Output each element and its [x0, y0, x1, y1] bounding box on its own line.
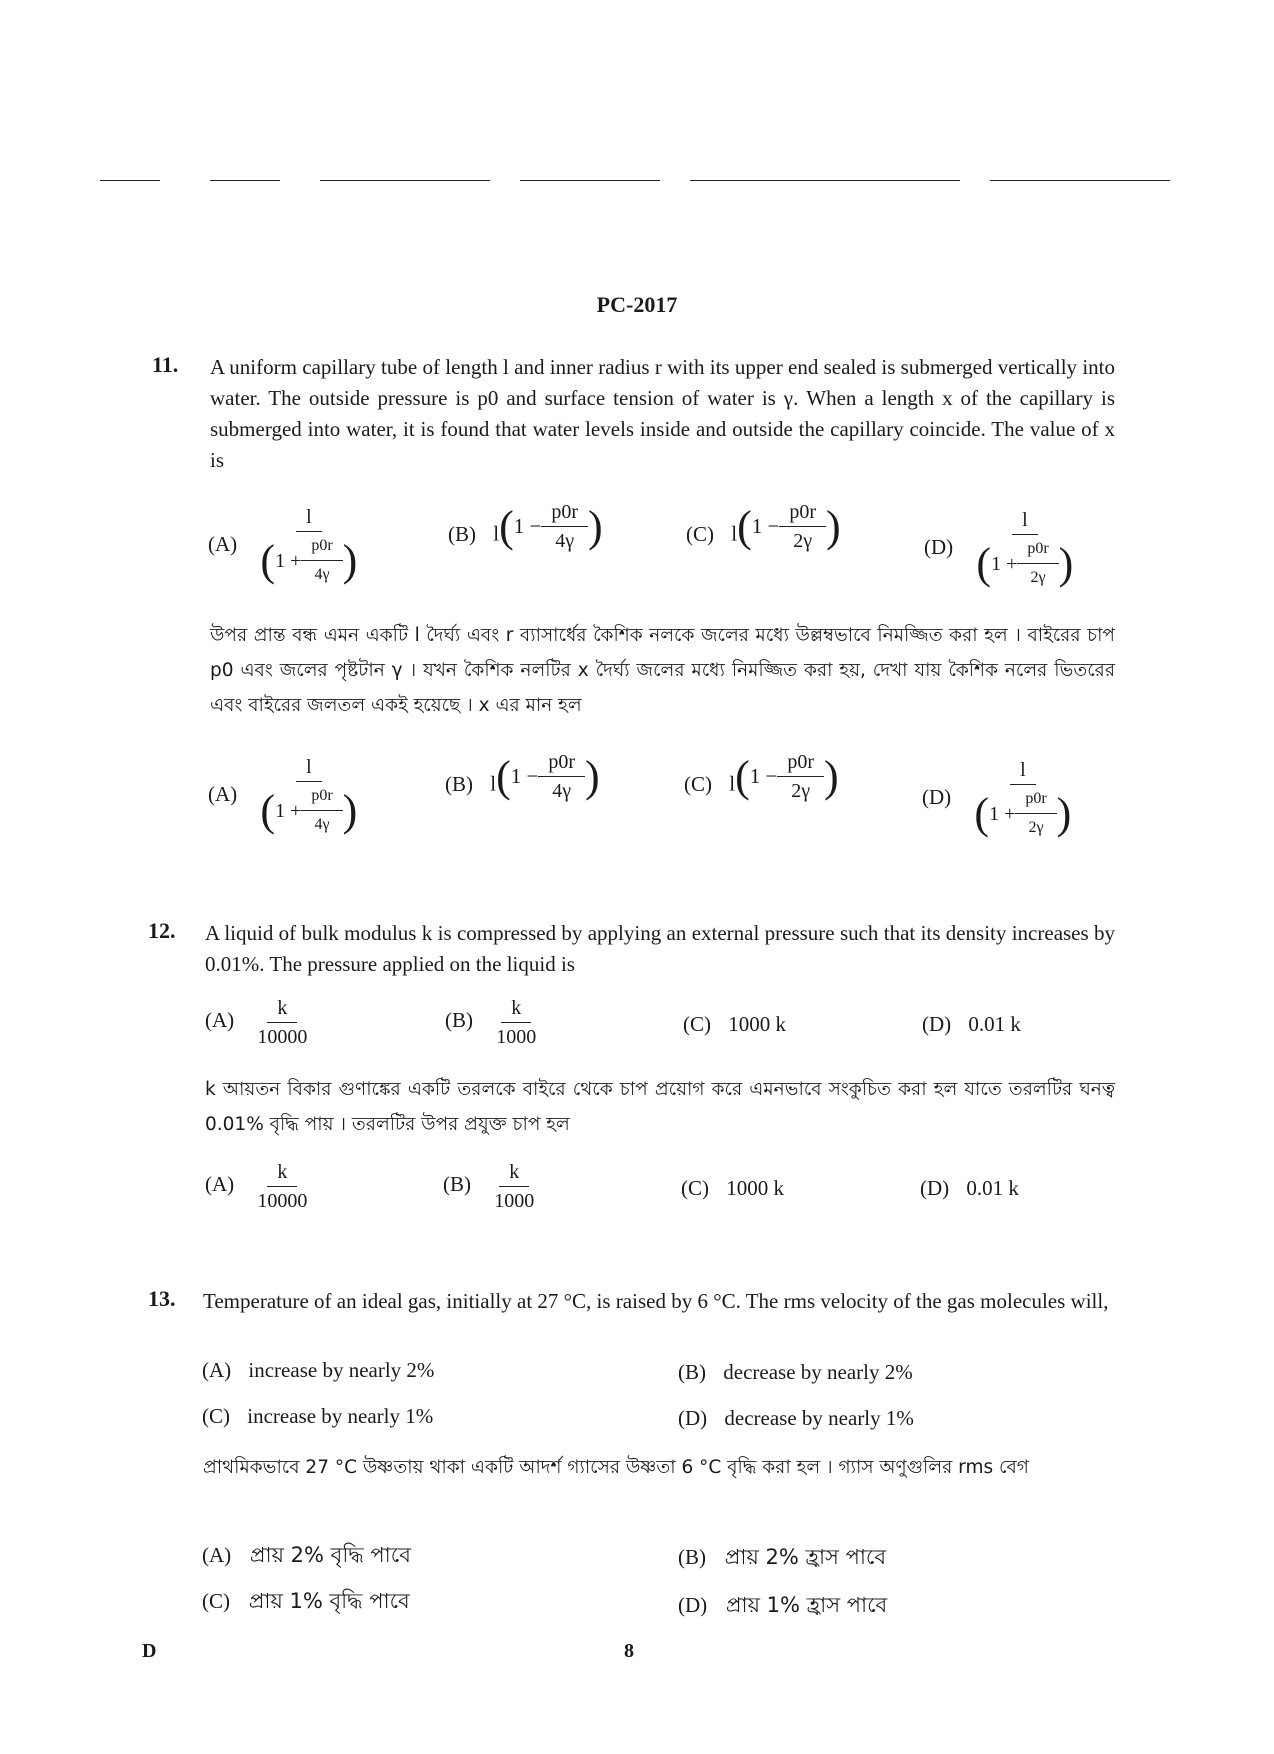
option-label: (C): [681, 1176, 709, 1200]
q13-bn-option-a[interactable]: (A) প্রায় 2% বৃদ্ধি পাবে: [202, 1538, 411, 1573]
q12-en-option-a[interactable]: (A) $\frac{k}{10000}$: [205, 997, 308, 1048]
question-11-text-en: A uniform capillary tube of length l and inner radius r with its upper end sealed is submerged vertically into water. The outside pressure is p0 and surface tension of water is γ. When a length x of the capillary is submerged into water, it is found that water levels inside and outside the capillary coincide. The value of x is: [210, 355, 1115, 472]
q13-en-option-a[interactable]: (A) increase by nearly 2%: [202, 1358, 435, 1382]
top-rule-2: [210, 180, 280, 181]
top-rule-4: [520, 180, 660, 181]
q13-bn-option-b[interactable]: (B) প্রায় 2% হ্রাস পাবে: [678, 1540, 886, 1575]
option-label: (B): [443, 1172, 471, 1197]
q12-en-option-b[interactable]: (B) $\frac{k}{1000}$: [445, 997, 537, 1048]
option-label: (C): [683, 1012, 711, 1036]
q12-en-option-c[interactable]: (C) 1000 k: [683, 1012, 786, 1036]
option-label: (A): [205, 1008, 235, 1033]
q13-en-option-d[interactable]: (D) decrease by nearly 1%: [678, 1406, 914, 1430]
option-label: (B): [678, 1545, 706, 1569]
question-12-number: 12.: [148, 918, 176, 943]
option-label: (A): [202, 1543, 232, 1567]
question-12-text-bn: k আয়তন বিকার গুণাঙ্কের একটি তরলকে বাইরে থেকে চাপ প্রয়োগ করে এমনভাবে সংকুচিত করা হল যাতে তরলটির ঘনত্ব 0.01% বৃদ্ধি পায় । তরলটির উপর প্রযুক্ত চাপ হল: [205, 1079, 1115, 1135]
option-label: (A): [205, 1172, 235, 1197]
top-rule-3: [320, 180, 490, 181]
q13-bn-option-d[interactable]: (D) প্রায় 1% হ্রাস পাবে: [678, 1588, 887, 1623]
option-label: (D): [924, 534, 954, 559]
q11-en-option-a[interactable]: (A) l ( 1 + $\frac{p0r}{4\gamma}$ ): [208, 506, 358, 585]
question-13-number: 13.: [148, 1286, 176, 1311]
page-title: PC-2017: [596, 292, 678, 317]
top-rule-1: [100, 180, 160, 181]
q13-en-option-c[interactable]: (C) increase by nearly 1%: [202, 1404, 434, 1428]
q12-bn-option-a[interactable]: (A) $\frac{k}{10000}$: [205, 1161, 308, 1212]
option-label: (C): [202, 1589, 230, 1613]
option-label: (D): [678, 1593, 708, 1617]
q12-en-option-d[interactable]: (D) 0.01 k: [922, 1012, 1021, 1036]
q12-bn-option-b[interactable]: (B) $\frac{k}{1000}$: [443, 1161, 535, 1212]
q12-bn-option-c[interactable]: (C) 1000 k: [681, 1176, 784, 1200]
option-label: (D): [678, 1406, 708, 1430]
q13-en-option-b[interactable]: (B) decrease by nearly 2%: [678, 1360, 913, 1384]
q11-en-option-c[interactable]: (C) l ( 1 − $\frac{p0r}{2\gamma}$ ): [686, 501, 841, 552]
booklet-code: D: [142, 1640, 157, 1662]
option-label: (B): [448, 521, 476, 546]
question-11-text-bn: উপর প্রান্ত বন্ধ এমন একটি l দৈর্ঘ্য এবং r ব্যাসার্ধের কৈশিক নলকে জলের মধ্যে উল্লম্বভাবে নিমজ্জিত করা হল । বাইরের চাপ p0 এবং জলের পৃষ্টটান γ । যখন কৈশিক নলটির x দৈর্ঘ্য জলের মধ্যে নিমজ্জিত করা হয়, দেখা যায় কৈশিক নলের ভিতরের এবং বাইরের জলতল একই হয়েছে । x এর মান হল: [210, 625, 1115, 716]
question-11-number: 11.: [152, 352, 179, 377]
option-label: (A): [202, 1358, 232, 1382]
top-rule-5: [690, 180, 960, 181]
option-label: (B): [678, 1360, 706, 1384]
option-label: (B): [445, 771, 473, 796]
q11-bn-option-a[interactable]: (A) l ( 1 + $\frac{p0r}{4\gamma}$ ): [208, 756, 358, 835]
question-13-text-en: Temperature of an ideal gas, initially at 27 °C, is raised by 6 °C. The rms velocity of the gas molecules will,: [203, 1289, 1109, 1313]
option-label: (A): [208, 781, 238, 806]
top-rule-6: [990, 180, 1170, 181]
option-label: (C): [684, 771, 712, 796]
question-13-text-bn: প্রাথমিকভাবে 27 °C উষ্ণতায় থাকা একটি আদর্শ গ্যাসের উষ্ণতা 6 °C বৃদ্ধি করা হল । গ্যাস অণুগুলির rms বেগ: [203, 1457, 1029, 1478]
q11-en-option-b[interactable]: (B) l ( 1 − $\frac{p0r}{4\gamma}$ ): [448, 501, 603, 552]
option-label: (C): [202, 1404, 230, 1428]
option-label: (D): [922, 784, 952, 809]
q11-en-option-d[interactable]: (D) l ( 1 + $\frac{p0r}{2\gamma}$ ): [924, 509, 1074, 588]
option-label: (D): [922, 1012, 952, 1036]
option-label: (A): [208, 531, 238, 556]
q13-bn-option-c[interactable]: (C) প্রায় 1% বৃদ্ধি পাবে: [202, 1584, 410, 1619]
question-12-text-en: A liquid of bulk modulus k is compressed by applying an external pressure such that its density increases by 0.01%. The pressure applied on the liquid is: [205, 921, 1115, 976]
option-label: (C): [686, 521, 714, 546]
page-number: 8: [624, 1640, 634, 1662]
option-label: (D): [920, 1176, 950, 1200]
q12-bn-option-d[interactable]: (D) 0.01 k: [920, 1176, 1019, 1200]
q11-bn-option-d[interactable]: (D) l ( 1 + $\frac{p0r}{2\gamma}$ ): [922, 759, 1072, 838]
q11-bn-option-b[interactable]: (B) l ( 1 − $\frac{p0r}{4\gamma}$ ): [445, 751, 600, 802]
q11-bn-option-c[interactable]: (C) l ( 1 − $\frac{p0r}{2\gamma}$ ): [684, 751, 839, 802]
option-label: (B): [445, 1008, 473, 1033]
